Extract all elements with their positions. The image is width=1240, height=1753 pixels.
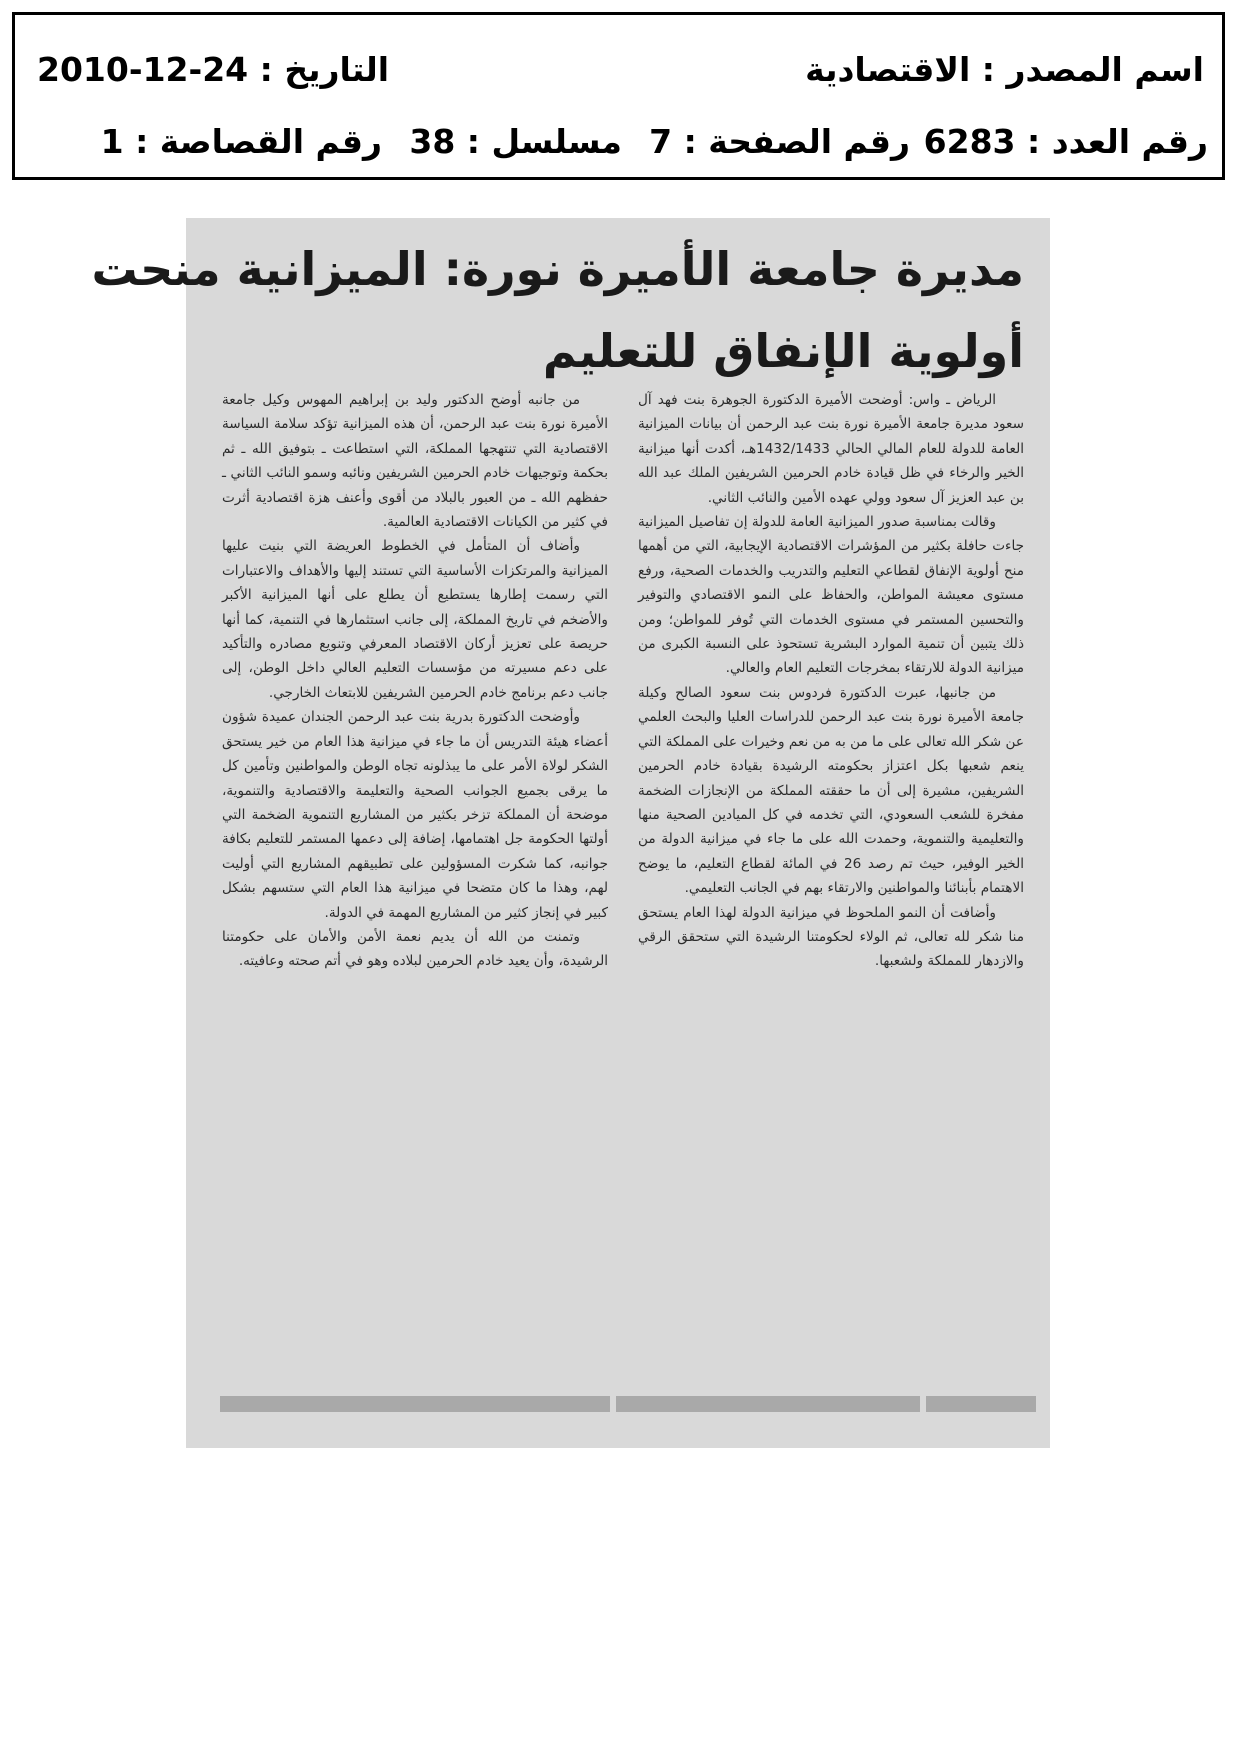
article-paragraph: وأضافت أن النمو الملحوظ في ميزانية الدولة لهذا العام يستحق منا شكر لله تعالى، ثم الولاء لحكومتنا الرشيدة التي ستحقق الرقي والازدهار للمملكة ولشعبها. [638,904,1024,970]
issue-number-label: رقم العدد : 6283 [923,122,1208,161]
article-paragraph: من جانبه أوضح الدكتور وليد بن إبراهيم المهوس وكيل جامعة الأميرة نورة بنت عبد الرحمن، أن هذه الميزانية تؤكد سلامة السياسة الاقتصادية التي تنتهجها المملكة، التي استطاعت ـ بتوفيق الله ـ ثم بحكمة وتوجيهات خادم الحرمين الشريفين ونائبه وسمو النائب الثاني ـ حفظهم الله ـ من العبور بالبلاد من أقوى وأعنف هزة اقتصادية أثرت في كثير من الكيانات الاقتصادية العالمية. [222,392,608,531]
article-paragraph: وتمنت من الله أن يديم نعمة الأمن والأمان على حكومتنا الرشيدة، وأن يعيد خادم الحرمين لبلاده وهو في أتم صحته وعافيته. [222,928,608,970]
header-row-1 [15,45,1222,95]
footer-rule-gap [610,1396,616,1412]
page-footer-rule [220,1396,1036,1412]
article-paragraph: وأضاف أن المتأمل في الخطوط العريضة التي بنيت عليها الميزانية والمرتكزات الأساسية التي تستند إليها والأهداف والاعتبارات التي رسمت إطارها يستطيع أن يطلع على أنها الميزانية الأكبر والأضخم في تاريخ المملكة، إلى جانب استثمارها في التنمية، كما أنها حريصة على تعزيز أركان الاقتصاد المعرفي وتنويع مصادره والتأكيد على دعم مسيرته من مؤسسات التعليم العالي داخل الوطن، إلى جانب دعم برنامج خادم الحرمين الشريفين للابتعاث الخارجي. [222,538,608,701]
clipping-number-label: رقم القصاصة : 1 [100,122,382,161]
article-column-left [222,388,608,974]
newspaper-clipping [91,218,1050,1448]
article-paragraph: الرياض ـ واس: أوضحت الأميرة الدكتورة الجوهرة بنت فهد آل سعود مديرة جامعة الأميرة نورة بنت عبد الرحمن أن بيانات الميزانية العامة للدولة للعام المالي الحالي 1432/1433هـ، أكدت أنها ميزانية الخير والرخاء في ظل قيادة خادم الحرمين الشريفين الملك عبد الله بن عبد العزيز آل سعود وولي عهده الأمين والنائب الثاني. [638,392,1024,506]
article-paragraph: من جانبها، عبرت الدكتورة فردوس بنت سعود الصالح وكيلة جامعة الأميرة نورة بنت عبد الرحمن للدراسات العليا والبحث العلمي عن شكر الله تعالى على ما من به من نعم وخيرات على المملكة التي ينعم شعبها بكل اعتزاز بحكومته الرشيدة بقيادة خادم الحرمين الشريفين، مشيرة إلى أن ما حققته المملكة من الإنجازات الضخمة مفخرة للشعب السعودي، التي تخدمه في كل الميادين الصحية منها والتعليمية والتنموية، وحمدت الله على ما جاء في ميزانية الدولة من الخير الوفير، حيث تم رصد 26 في المائة لقطاع التعليم، ما يوضح الاهتمام بأبنائنا والمواطنين والارتقاء بهم في الجانب التعليمي. [638,684,1024,897]
clipping-info-header [12,12,1225,180]
article-paragraph: وقالت بمناسبة صدور الميزانية العامة للدولة إن تفاصيل الميزانية جاءت حافلة بكثير من المؤشرات الاقتصادية الإيجابية، التي من أهمها منح أولوية الإنفاق لقطاعي التعليم والتدريب والخدمات الصحية، ورفع مستوى معيشة المواطن، والحفاظ على النمو الاقتصادي والتوفير والتحسين المستمر في مستوى الخدمات التي تُوفر للمواطن؛ ومن ذلك يتبين أن تنمية الموارد البشرية تستحوذ على النسبة الكبرى من ميزانية الدولة للارتقاء بمخرجات التعليم العام والعالي. [638,514,1024,677]
footer-rule-gap [920,1396,926,1412]
article-column-right [638,388,1024,974]
headline-line-1: مديرة جامعة الأميرة نورة: الميزانية منحت [91,242,1024,296]
date-label: التاريخ : 24-12-2010 [37,50,390,89]
headline-line-2: أولوية الإنفاق للتعليم [542,324,1024,378]
header-row-2 [15,117,1222,167]
source-label: اسم المصدر : الاقتصادية [805,50,1204,89]
serial-label: مسلسل : 38 [409,122,622,161]
article-paragraph: وأوضحت الدكتورة بدرية بنت عبد الرحمن الجندان عميدة شؤون أعضاء هيئة التدريس أن ما جاء في ميزانية هذا العام من خير يستحق الشكر لولاة الأمر على ما يبذلونه تجاه الوطن والمواطنين وتأمين كل ما يرقى بجميع الجوانب الصحية والتعليمة والاقتصادية والتنموية، موضحة أن المملكة تزخر بكثير من المشاريع التنموية الضخمة التي أولتها الحكومة جل اهتمامها، إضافة إلى دعمها المستمر للتعليم بكافة جوانبه، كما شكرت المسؤولين على تطبيقهم المشاريع التي أوليت لهم، وهذا ما كان متضحا في ميزانية هذا العام التي ستسهم بشكل كبير في إنجاز كثير من المشاريع المهمة في الدولة. [222,709,608,921]
page-number-label: رقم الصفحة : 7 [649,122,910,161]
